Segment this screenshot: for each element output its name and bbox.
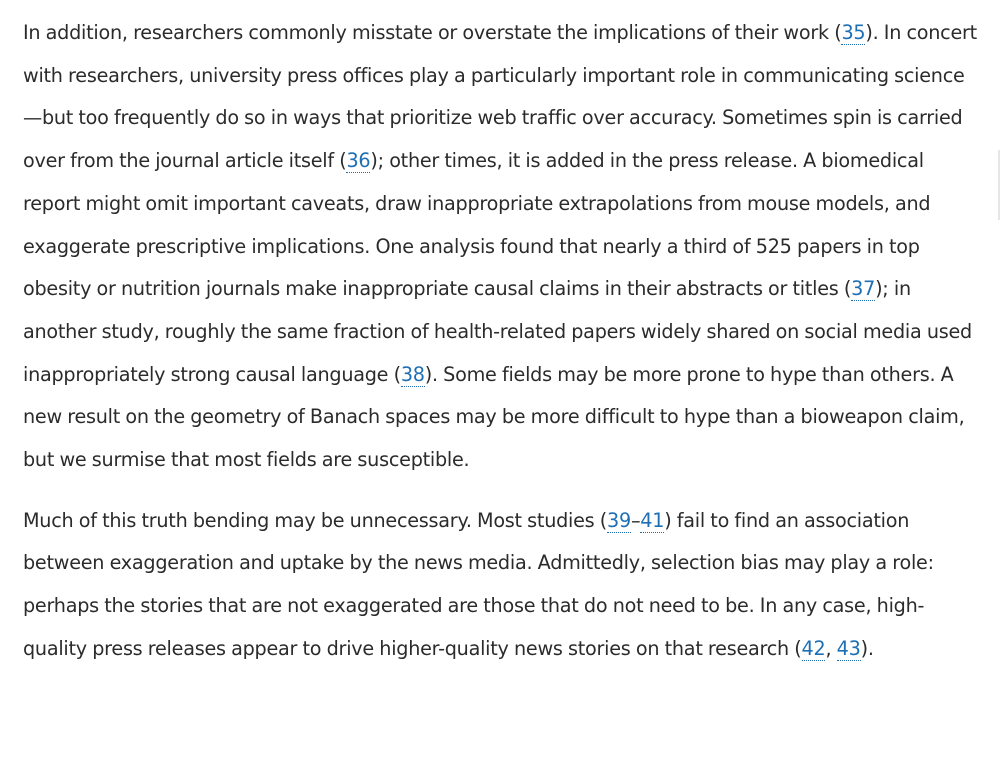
paragraph-1	[23, 12, 983, 482]
text-segment: ) fail to find an association between exaggeration and uptake by the news media. Admittedly, selection bias may play a role: perhaps the stories that are not exaggerated are those that do not need to be. In any case, high-quality press releases appear to drive higher-quality news stories on that research (	[23, 508, 934, 660]
text-segment: –	[630, 508, 641, 532]
text-segment: ); in another study, roughly the same fraction of health-related papers widely shared on social media used inappropriately strong causal language (	[23, 277, 972, 386]
text-segment: ,	[825, 636, 837, 660]
paragraph-2	[23, 500, 983, 671]
citation-link-41[interactable]: 41	[640, 508, 665, 532]
citation-link-43[interactable]: 43	[836, 636, 861, 660]
citation-link-38[interactable]: 38	[400, 362, 425, 386]
citation-link-35[interactable]: 35	[841, 21, 866, 44]
text-segment: Much of this truth bending may be unnecessary. Most studies (	[23, 508, 608, 532]
citation-link-39[interactable]: 39	[607, 508, 631, 532]
text-segment: ).	[860, 636, 874, 660]
text-segment: ); other times, it is added in the press release. A biomedical report might omit important caveats, draw inappropriate extrapolations from mouse models, and exaggerate prescriptive implications. One analysis found that nearly a third of 525 papers in top obesity or nutrition journals make inappropriate causal claims in their abstracts or titles (	[23, 149, 931, 301]
citation-link-37[interactable]: 37	[851, 277, 876, 301]
citation-link-42[interactable]: 42	[801, 636, 826, 660]
text-segment: ). In concert with researchers, university press offices play a particularly important role in communicating science—but too frequently do so in ways that prioritize web traffic over accuracy. Sometimes spin is carried over from the journal article itself (	[23, 21, 977, 173]
text-segment: In addition, researchers commonly misstate or overstate the implications of their work (	[23, 21, 842, 44]
text-segment: ). Some fields may be more prone to hype than others. A new result on the geometry of Banach spaces may be more difficult to hype than a bioweapon claim, but we surmise that most fields are susceptible.	[23, 362, 965, 472]
citation-link-36[interactable]: 36	[346, 149, 371, 173]
article-body	[23, 12, 983, 671]
